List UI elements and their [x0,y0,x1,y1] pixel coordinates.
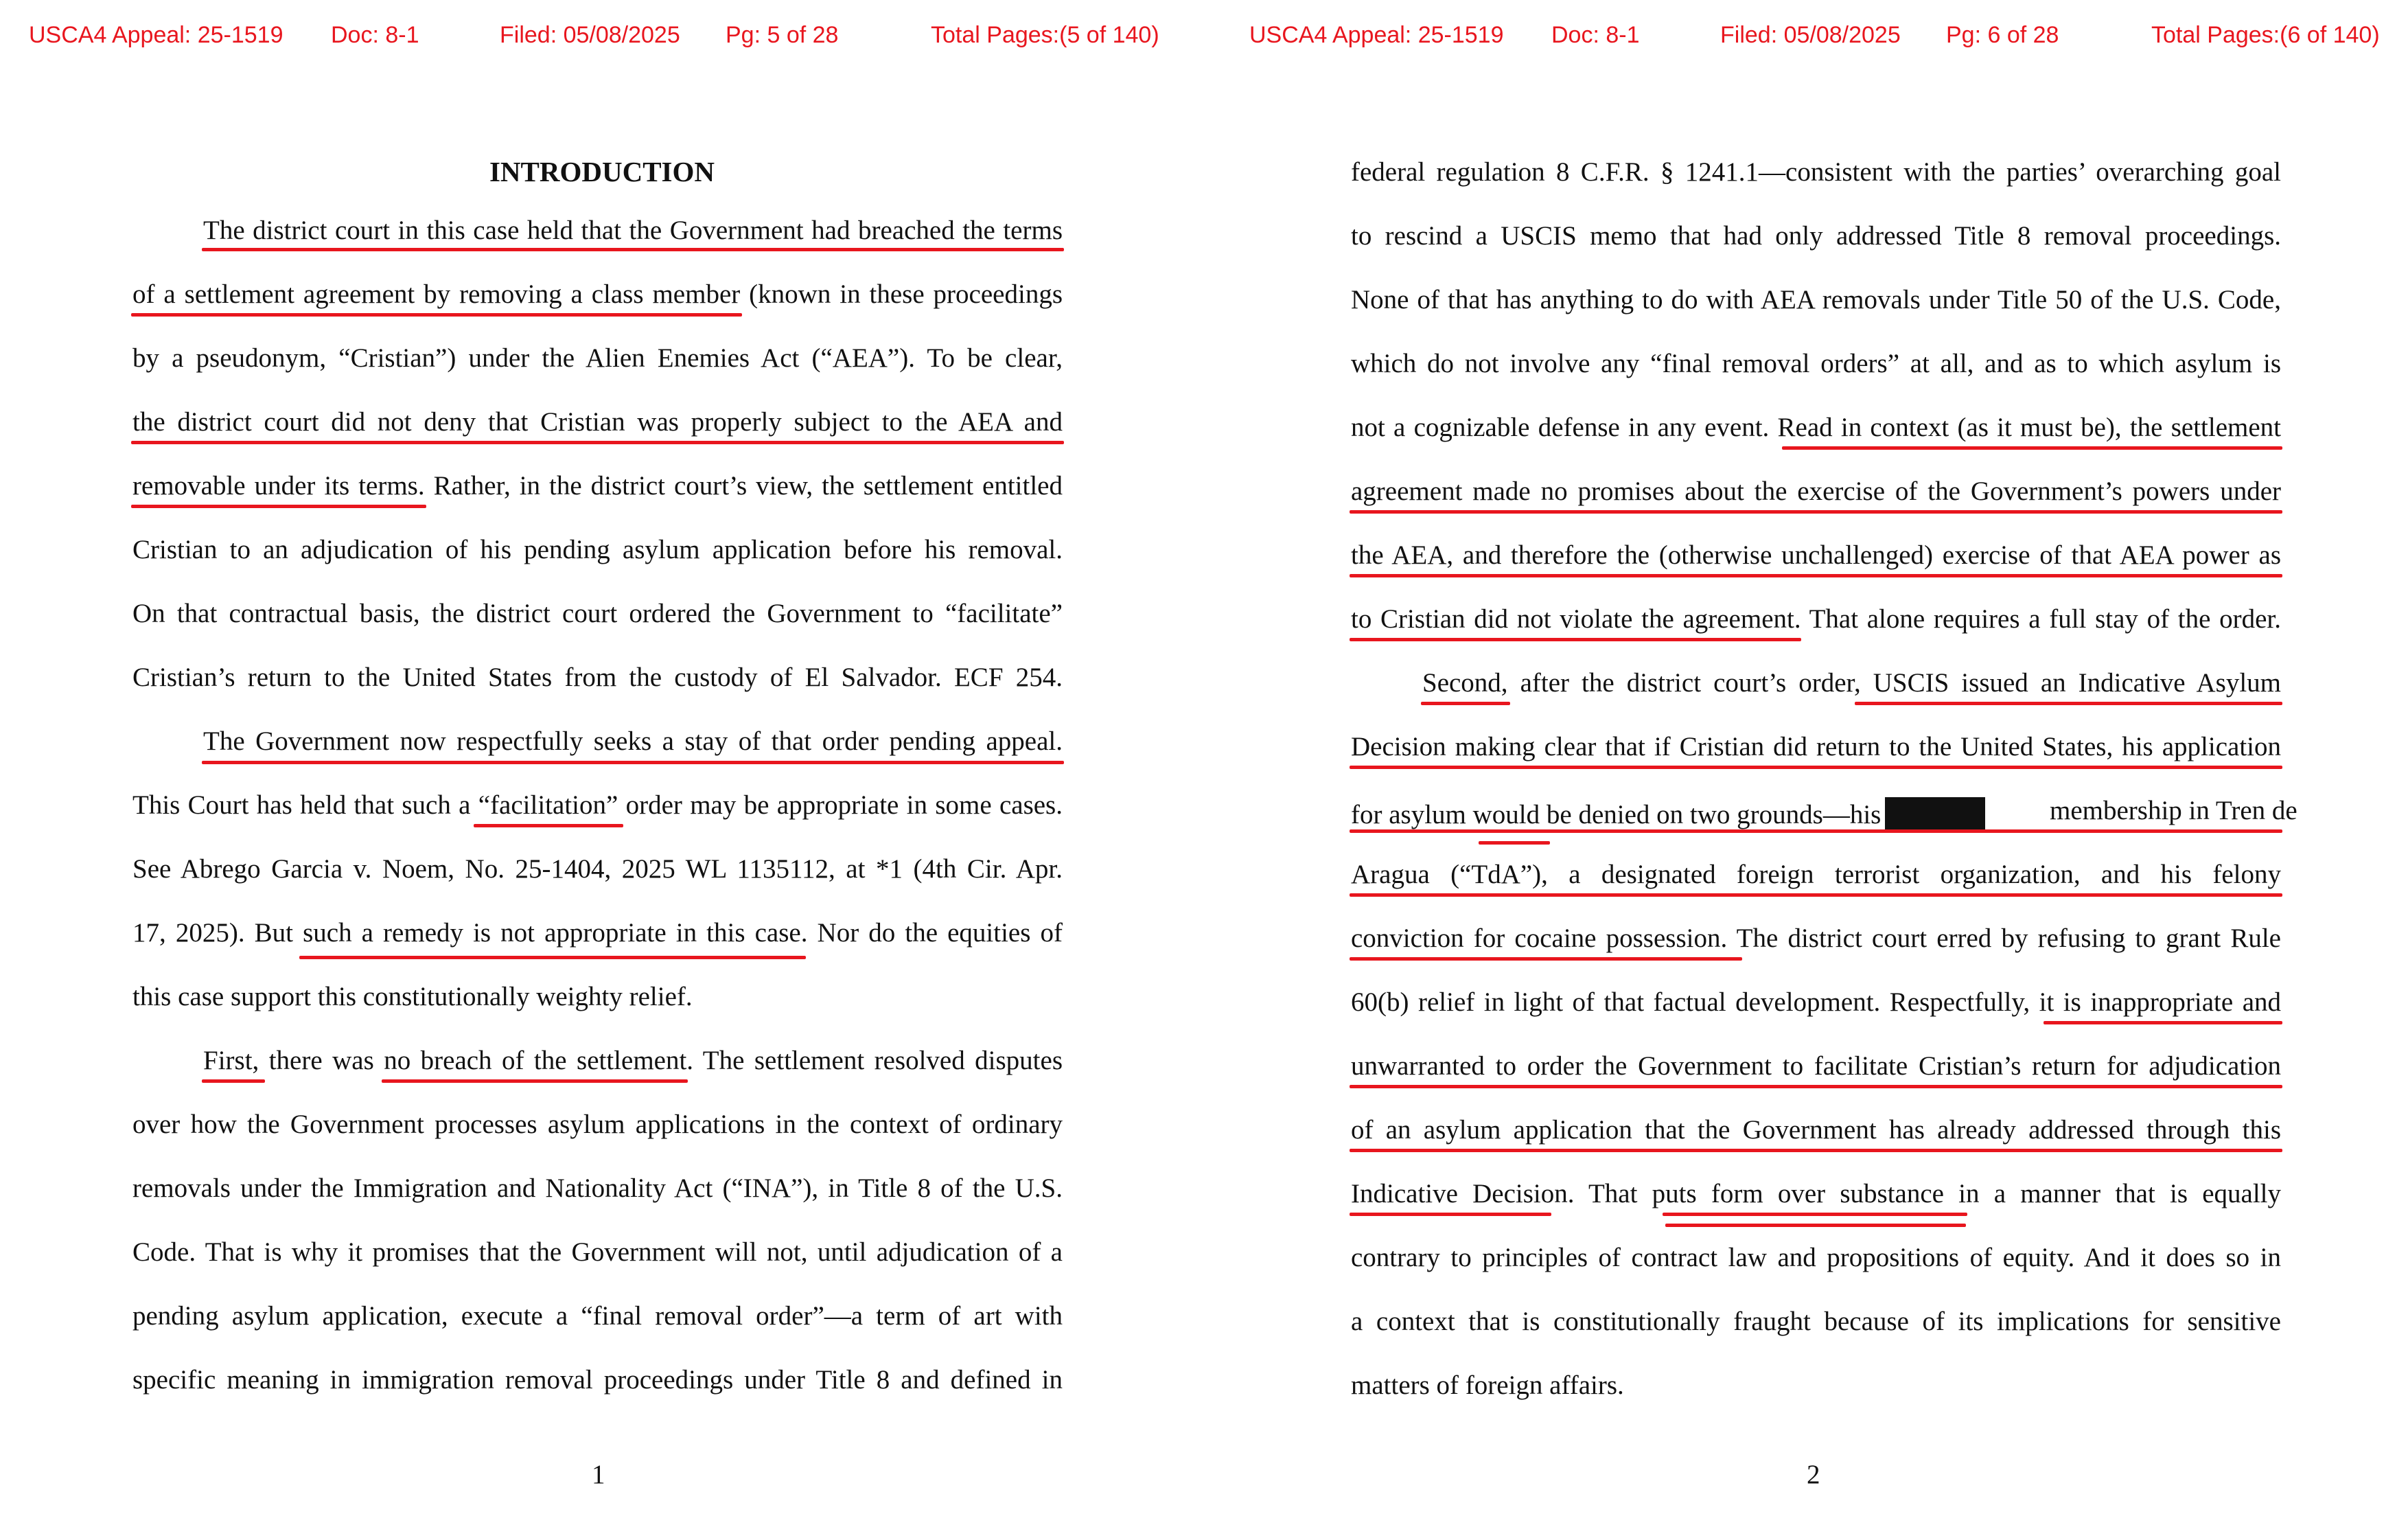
body-line: federal regulation 8 C.F.R. § 1241.1—consistent with the parties’ overarching goal [1351,157,2281,187]
body-line: Cristian to an adjudication of his pending asylum application before his removal. [132,535,1063,564]
body-line: unwarranted to order the Government to facilitate Cristian’s return for adjudication [1351,1051,2281,1081]
red-underline [131,441,1064,444]
body-line: of an asylum application that the Government has already addressed through this [1351,1115,2281,1145]
red-underline [474,824,623,827]
red-underline [382,1079,688,1083]
body-line: this case support this constitutionally weighty relief. [132,982,693,1011]
document-page-2 [1204,0,2408,1525]
body-line: Aragua (“TdA”), a designated foreign terrorist organization, and his felony [1351,860,2281,889]
body-line: by a pseudonym, “Cristian”) under the Alien Enemies Act (“AEA”). To be clear, [132,343,1063,373]
header-page-of: Pg: 5 of 28 [726,22,839,48]
body-line: 60(b) relief in light of that factual development. Respectfully, it is inappropriate and [1351,987,2281,1017]
red-underline [131,313,742,317]
body-line: to Cristian did not violate the agreement. That alone requires a full stay of the order. [1351,604,2281,634]
header-total-pages: Total Pages:(5 of 140) [931,22,1159,48]
red-underline [1350,957,1742,961]
red-underline [1350,510,2282,514]
body-line: a context that is constitutionally fraught because of its implications for sensitive [1351,1307,2281,1336]
header-page-of: Pg: 6 of 28 [1946,22,2059,48]
body-line: not a cognizable defense in any event. Read in context (as it must be), the settlement [1351,413,2281,442]
page-number: 2 [1807,1460,1820,1489]
body-line: membership in Tren de [2050,796,2297,825]
red-underline [1350,1213,1551,1216]
body-line: to rescind a USCIS memo that had only addressed Title 8 removal proceedings. [1351,221,2281,251]
red-underline [1350,638,1801,641]
body-line: Indicative Decision. That puts form over substance in a manner that is equally [1351,1179,2281,1208]
header-appeal-number: USCA4 Appeal: 25-1519 [1249,22,1504,48]
body-line-text: for asylum would be denied on two grounds—his [1351,800,1882,829]
body-line: conviction for cocaine possession. The district court erred by refusing to grant Rule [1351,924,2281,953]
body-line: matters of foreign affairs. [1351,1371,1624,1400]
red-underline [202,1079,265,1083]
red-underline [1479,841,1550,845]
body-line: over how the Government processes asylum applications in the context of ordinary [132,1110,1063,1139]
red-underline [1350,1149,2282,1152]
body-line: agreement made no promises about the exercise of the Government’s powers under [1351,477,2281,506]
red-underline [1782,446,2282,450]
header-doc-number: Doc: 8-1 [1551,22,1640,48]
body-line: Code. That is why it promises that the Government will not, until adjudication of a [132,1237,1063,1267]
red-underline [1855,702,2282,705]
section-title: INTRODUCTION [489,156,715,187]
red-underline [1665,1224,1966,1227]
red-underline [299,956,806,959]
redaction-box [1885,797,1985,832]
header-appeal-number: USCA4 Appeal: 25-1519 [29,22,283,48]
body-line: the district court did not deny that Cristian was properly subject to the AEA and [132,407,1063,437]
body-line: removals under the Immigration and Nationality Act (“INA”), in Title 8 of the U.S. [132,1173,1063,1203]
body-line: Second, after the district court’s order, USCIS issued an Indicative Asylum [1422,668,2281,698]
red-underline [202,761,1064,764]
body-line: contrary to principles of contract law and propositions of equity. And it does so in [1351,1243,2281,1272]
body-line: This Court has held that such a “facilitation” order may be appropriate in some cases. [132,790,1063,820]
red-underline [1350,829,2282,833]
body-line: specific meaning in immigration removal proceedings under Title 8 and defined in [132,1365,1063,1395]
red-underline [202,248,1064,251]
header-total-pages: Total Pages:(6 of 140) [2151,22,2380,48]
body-line: Decision making clear that if Cristian did return to the United States, his application [1351,732,2281,761]
red-underline [1350,766,2282,769]
header-filed-date: Filed: 05/08/2025 [1720,22,1901,48]
red-underline [1350,893,2282,897]
header-filed-date: Filed: 05/08/2025 [500,22,680,48]
red-underline [1663,1213,1967,1216]
header-doc-number: Doc: 8-1 [331,22,419,48]
body-line: On that contractual basis, the district court ordered the Government to “facilitate” [132,599,1063,628]
red-underline [1350,574,2282,577]
body-line: First, there was no breach of the settlement. The settlement resolved disputes [203,1046,1063,1075]
red-underline [1350,1085,2282,1088]
body-line: removable under its terms. Rather, in the district court’s view, the settlement entitled [132,471,1063,501]
body-line: None of that has anything to do with AEA removals under Title 50 of the U.S. Code, [1351,285,2281,314]
page-number: 1 [592,1460,605,1489]
body-line [1351,797,1989,832]
body-line: the AEA, and therefore the (otherwise unchallenged) exercise of that AEA power as [1351,540,2281,570]
body-line: See Abrego Garcia v. Noem, No. 25-1404, 2025 WL 1135112, at *1 (4th Cir. Apr. [132,854,1063,884]
body-line: of a settlement agreement by removing a class member (known in these proceedings [132,279,1063,309]
body-line: pending asylum application, execute a “final removal order”—a term of art with [132,1301,1063,1331]
red-underline [1421,702,1510,705]
body-line: The district court in this case held that the Government had breached the terms [203,216,1063,245]
body-line: The Government now respectfully seeks a stay of that order pending appeal. [203,726,1063,756]
body-line: which do not involve any “final removal orders” at all, and as to which asylum is [1351,349,2281,378]
red-underline [2044,1021,2282,1024]
body-line: Cristian’s return to the United States from the custody of El Salvador. ECF 254. [132,663,1063,692]
body-line: 17, 2025). But such a remedy is not appropriate in this case. Nor do the equities of [132,918,1063,948]
red-underline [131,505,426,508]
